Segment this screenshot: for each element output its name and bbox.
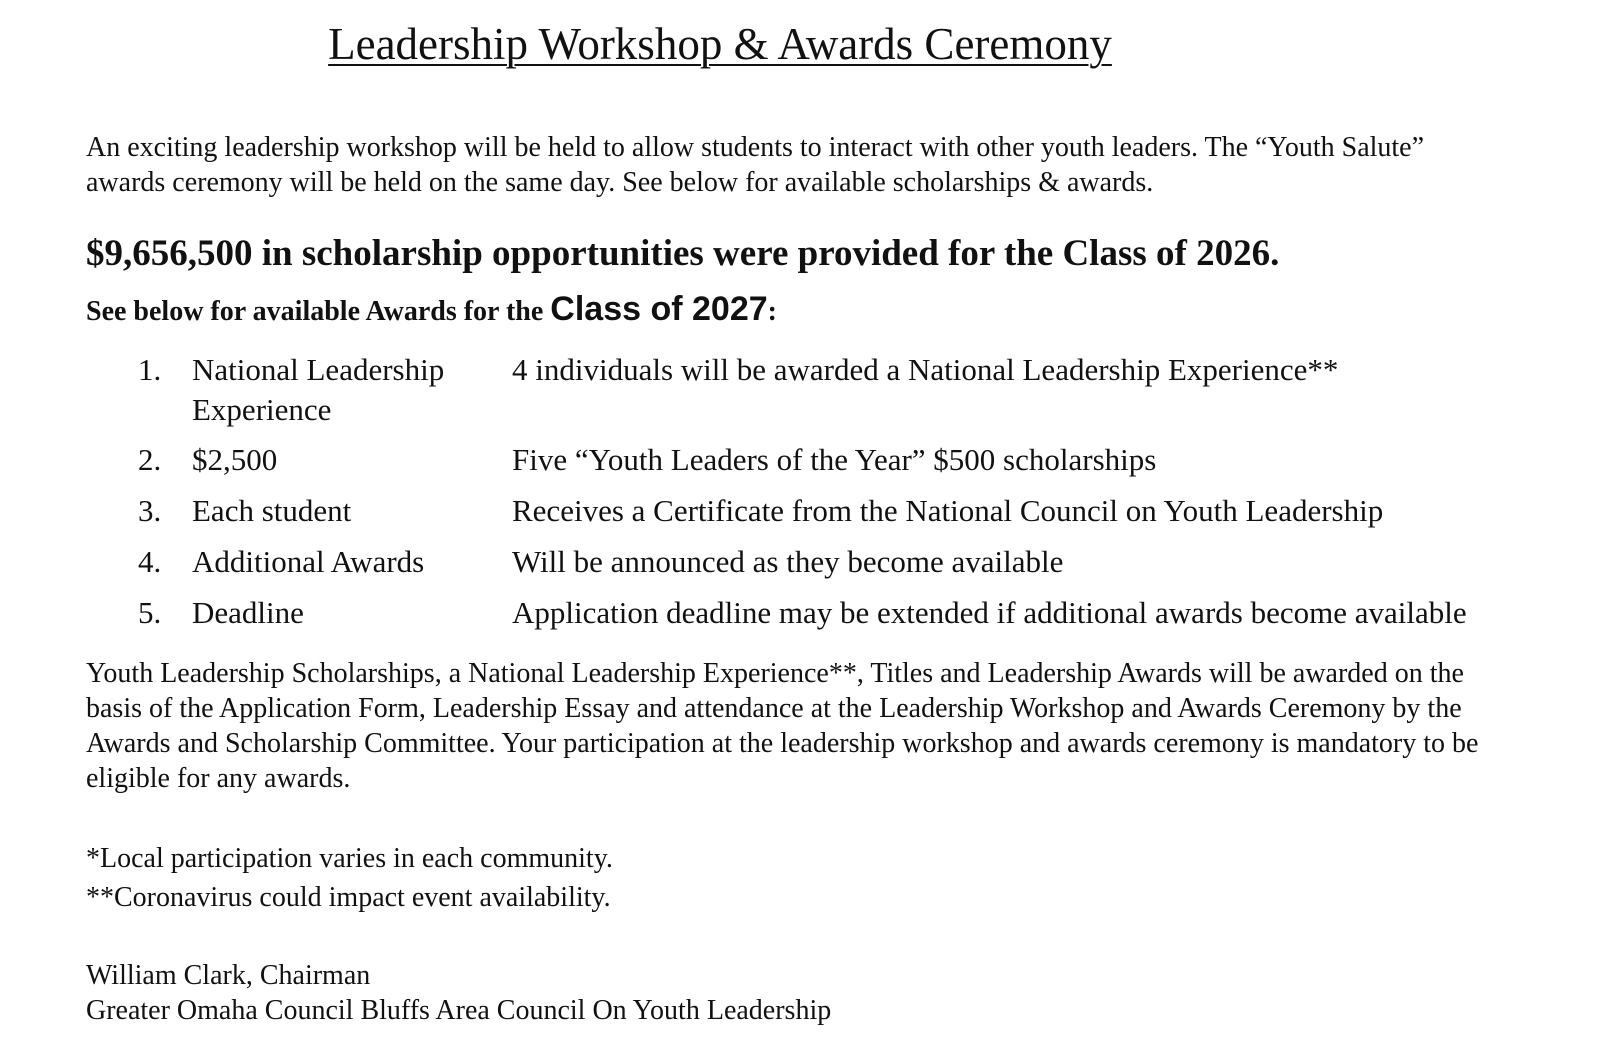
award-name: $2,500 xyxy=(192,442,278,477)
signature-organization: Greater Omaha Council Bluffs Area Council On Youth Leadership xyxy=(86,995,832,1026)
award-name: Additional Awards xyxy=(192,544,425,579)
award-number: 2. xyxy=(138,442,162,477)
signature-name: William Clark, Chairman xyxy=(86,960,371,991)
intro-paragraph: An exciting leadership workshop will be held to allow students to interact with other youth leaders. The “Youth Salute” awards ceremony will be held on the same day. See below for available scholarships & awards. xyxy=(86,132,1425,198)
award-number: 3. xyxy=(138,493,162,528)
footnote-coronavirus: **Coronavirus could impact event availability. xyxy=(86,882,611,913)
award-name: Each student xyxy=(192,493,352,528)
footnote-local-participation: *Local participation varies in each community. xyxy=(86,843,613,874)
award-name: Deadline xyxy=(192,595,304,630)
award-description: Application deadline may be extended if additional awards become available xyxy=(512,595,1467,630)
scholarship-headline: $9,656,500 in scholarship opportunities were provided for the Class of 2026. xyxy=(86,233,1280,274)
award-number: 5. xyxy=(138,595,162,630)
eligibility-paragraph: Youth Leadership Scholarships, a National Leadership Experience**, Titles and Leadership Awards will be awarded on the basis of the Application Form, Leadership Essay and attendance at the Leadership Workshop and Awards Ceremony by the Awards and Scholarship Committee. Your participation at the leadership workshop and awards ceremony is mandatory to be eligible for any awards. xyxy=(86,658,1479,794)
award-description: Receives a Certificate from the National Council on Youth Leadership xyxy=(512,493,1384,528)
subheadline-colon: : xyxy=(767,296,777,327)
award-description: Five “Youth Leaders of the Year” $500 scholarships xyxy=(512,442,1157,477)
award-description: 4 individuals will be awarded a National Leadership Experience** xyxy=(512,352,1339,387)
award-description: Will be announced as they become available xyxy=(512,544,1064,579)
awards-subheadline xyxy=(86,290,777,329)
page-title: Leadership Workshop & Awards Ceremony xyxy=(328,19,1112,69)
subheadline-lead: See below for available Awards for the xyxy=(86,296,551,327)
award-name: National Leadership Experience xyxy=(192,352,445,427)
award-number: 4. xyxy=(138,544,162,579)
award-number: 1. xyxy=(138,352,162,387)
subheadline-class-year: Class of 2027 xyxy=(550,290,768,328)
